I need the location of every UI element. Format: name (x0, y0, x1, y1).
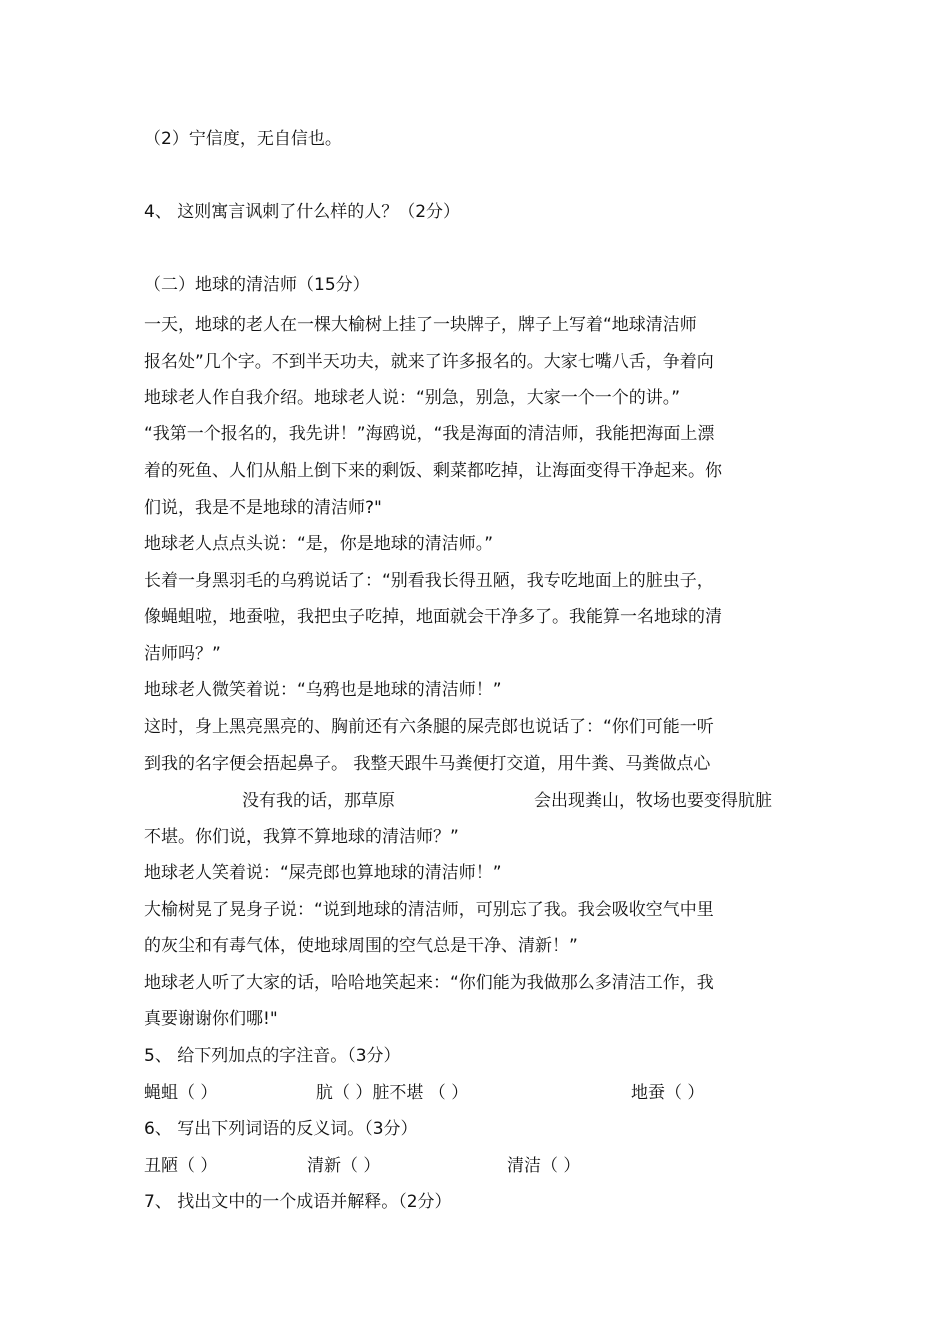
q6-item-2: 清新（ ） (307, 1156, 381, 1176)
question-7: 7、 找出文中的一个成语并解释。（2分） (144, 1192, 452, 1212)
passage-line: 不堪。你们说，我算不算地球的清洁师？” (144, 827, 459, 847)
passage-line: 地球老人点点头说：“是，你是地球的清洁师。” (144, 534, 494, 554)
passage-line: 洁师吗？” (144, 644, 221, 664)
question-4: 4、 这则寓言讽刺了什么样的人？（2分） (144, 202, 461, 222)
passage-line: 们说，我是不是地球的清洁师?" (144, 498, 382, 518)
passage-line: 大榆树晃了晃身子说：“说到地球的清洁师，可别忘了我。我会吸收空气中里 (144, 900, 714, 920)
q5-item-2: 肮（ ）脏不堪 （ ） (316, 1083, 469, 1103)
passage-line: 这时，身上黑亮黑亮的、胸前还有六条腿的屎壳郎也说话了：“你们可能一听 (144, 717, 714, 737)
question-6: 6、 写出下列词语的反义词。（3分） (144, 1119, 418, 1139)
q6-item-3: 清洁（ ） (507, 1156, 581, 1176)
passage-line-fragment: 会出现粪山，牧场也要变得肮脏 (534, 791, 772, 811)
passage-line: 的灰尘和有毒气体，使地球周围的空气总是干净、清新！” (144, 936, 578, 956)
passage-line-fragment: 没有我的话，那草原 (242, 791, 395, 811)
passage-line: 一天，地球的老人在一棵大榆树上挂了一块牌子，牌子上写着“地球清洁师 (144, 315, 697, 335)
q5-item-1: 蝇蛆（ ） (144, 1083, 218, 1103)
section-title: （二）地球的清洁师（15分） (144, 275, 370, 295)
passage-line: 像蝇蛆啦，地蚕啦，我把虫子吃掉，地面就会干净多了。我能算一名地球的清 (144, 607, 722, 627)
passage-line: 着的死鱼、人们从船上倒下来的剩饭、剩菜都吃掉，让海面变得干净起来。你 (144, 461, 722, 481)
passage-line: 报名处”几个字。不到半天功夫，就来了许多报名的。大家七嘴八舌，争着向 (144, 352, 714, 372)
passage-line: 到我的名字便会捂起鼻子。 我整天跟牛马粪便打交道，用牛粪、马粪做点心 (144, 754, 711, 774)
passage-line: 地球老人微笑着说：“乌鸦也是地球的清洁师！” (144, 680, 502, 700)
passage-line: 长着一身黑羽毛的乌鸦说话了：“别看我长得丑陋，我专吃地面上的脏虫子， (144, 571, 714, 591)
passage-line: 地球老人作自我介绍。地球老人说：“别急，别急，大家一个一个的讲。” (144, 388, 681, 408)
passage-line: 地球老人笑着说：“屎壳郎也算地球的清洁师！” (144, 863, 502, 883)
q5-item-3: 地蚕（ ） (631, 1083, 705, 1103)
passage-line: “我第一个报名的，我先讲！”海鸥说，“我是海面的清洁师，我能把海面上漂 (144, 424, 715, 444)
question-5: 5、 给下列加点的字注音。（3分） (144, 1046, 401, 1066)
q6-item-1: 丑陋（ ） (144, 1156, 218, 1176)
passage-line: 地球老人听了大家的话，哈哈地笑起来：“你们能为我做那么多清洁工作，我 (144, 973, 714, 993)
passage-line: 真要谢谢你们哪!" (144, 1009, 278, 1029)
answer-line-2: （2）宁信度，无自信也。 (144, 129, 342, 149)
